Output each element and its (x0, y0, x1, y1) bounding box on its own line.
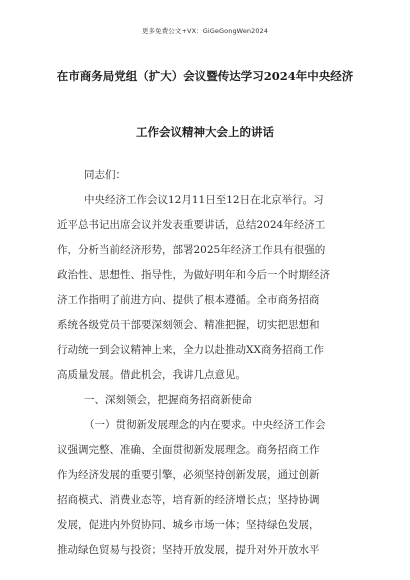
body-line: 行动统一到会议精神上来，全力以赴推动XX商务招商工作 (57, 344, 324, 356)
body-line: 政治性、思想性、指导性，为做好明年和今后一个时期经济 (57, 269, 330, 281)
salutation: 同志们： (84, 169, 126, 181)
body-line: 近平总书记出席会议并发表重要讲话，总结2024年经济工 (57, 219, 326, 231)
body-line: 系统各级党员干部要深刻领会、精准把握，切实把思想和 (57, 319, 320, 331)
body-line: 招商模式、消费业态等，培育新的经济增长点；坚持协调 (57, 494, 320, 506)
document-title-line-2: 工作会议精神大会上的讲话 (136, 125, 274, 139)
document-title-line-1: 在市商务局党组（扩大）会议暨传达学习2024年中央经济 (56, 69, 354, 83)
body-line: 推动绿色贸易与投资；坚持开放发展，提升对外开放水平 (57, 544, 320, 556)
body-line: 作为经济发展的重要引擎，必须坚持创新发展，通过创新 (57, 469, 320, 481)
body-line: 发展，促进内外贸协同、城乡市场一体；坚持绿色发展， (57, 519, 320, 531)
body-line: 济工作指明了前进方向、提供了根本遵循。全市商务招商 (57, 294, 320, 306)
body-line: （一）贯彻新发展理念的内在要求。中央经济工作会 (84, 419, 326, 431)
body-line: 中央经济工作会议12月11日至12日在北京举行。习 (84, 194, 324, 206)
body-line: 议强调完整、准确、全面贯彻新发展理念。商务招商工作 (57, 444, 320, 456)
header-note: 更多免费公文+VX：GiGeGongWen2024 (141, 27, 269, 35)
body-line: 作，分析当前经济形势，部署2025年经济工作具有很强的 (57, 244, 326, 256)
body-line: 高质量发展。借此机会，我讲几点意见。 (57, 369, 246, 381)
section-heading: 一、深刻领会，把握商务招商新使命 (84, 394, 252, 406)
